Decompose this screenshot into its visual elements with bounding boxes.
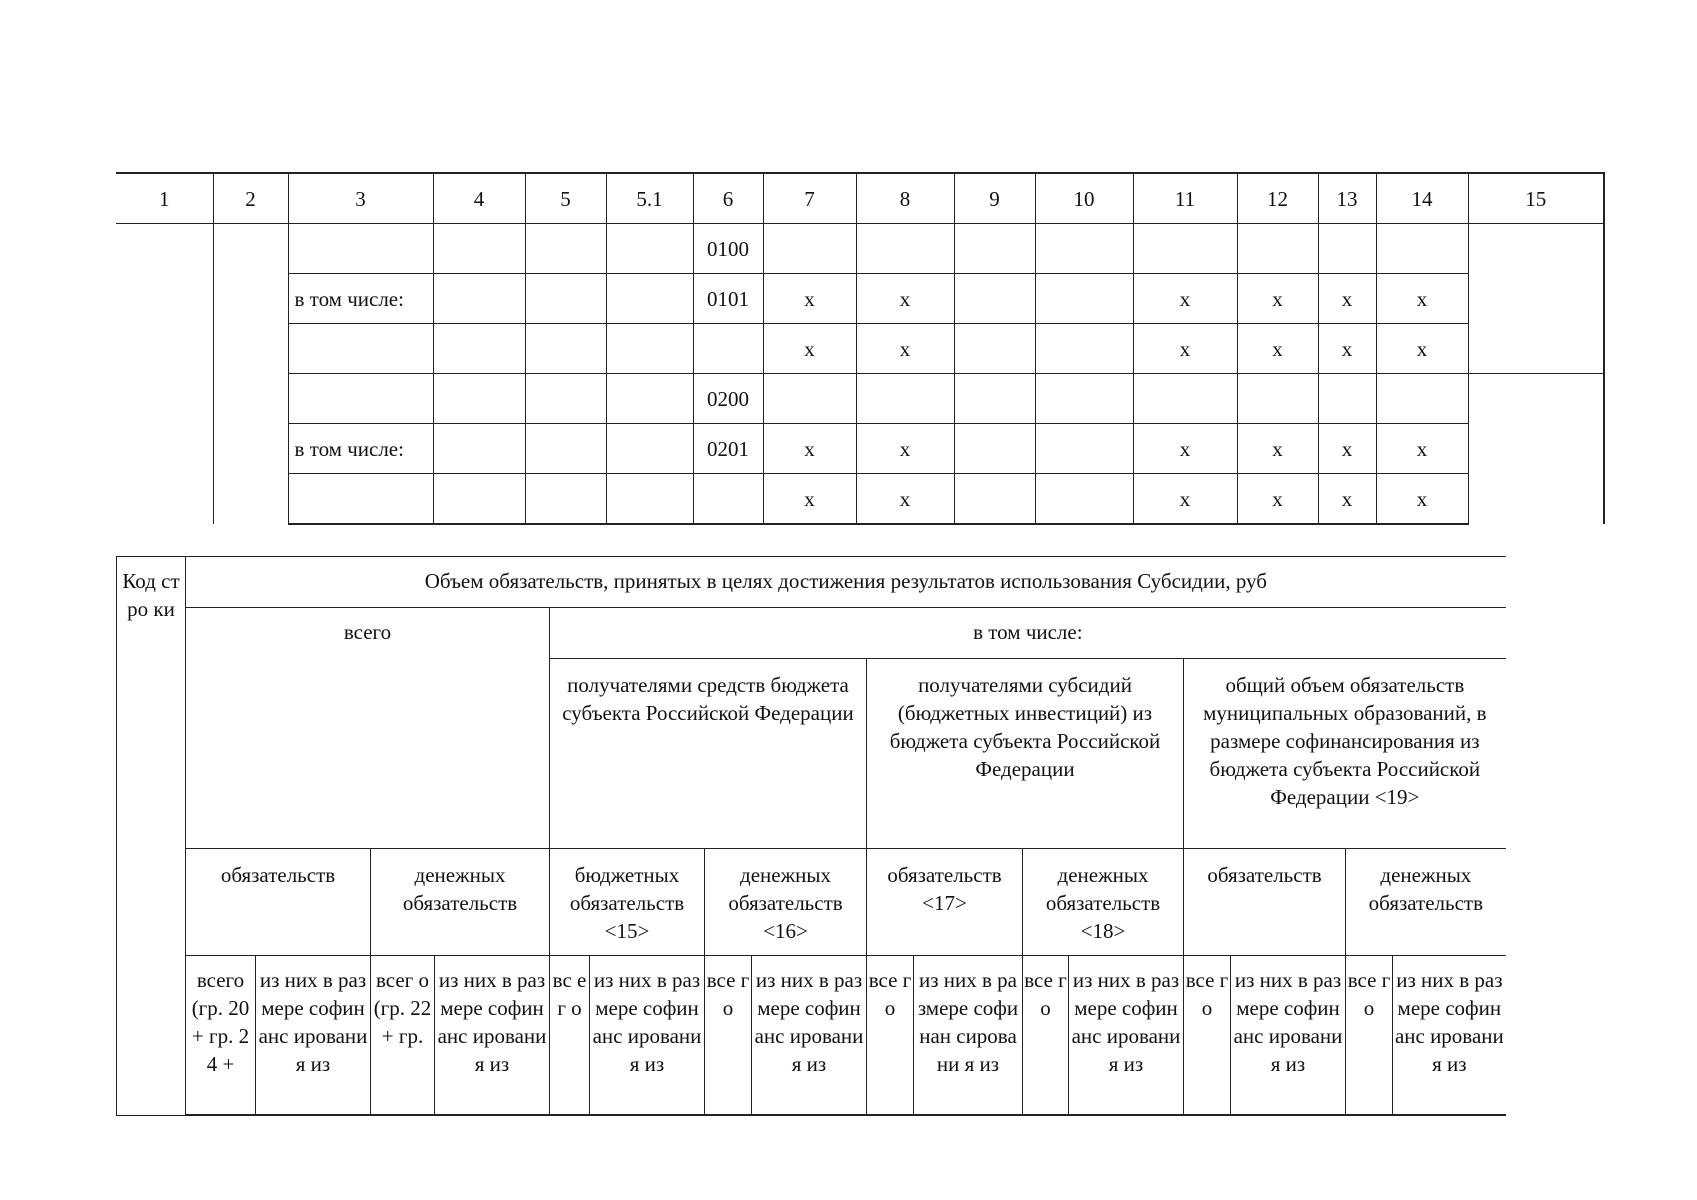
table-cell [954,374,1035,424]
table-cell [433,474,525,525]
table-2-title: Объем обязательств, принятых в целях достижения результатов использования Субсидии, руб [186,557,1506,608]
table-cell [288,324,433,374]
table-cell [856,374,954,424]
table-cell [856,224,954,274]
table-cell: x [763,424,856,474]
table-row [116,224,1604,274]
col-header: 15 [1468,173,1604,224]
table-cell: x [1133,324,1237,374]
sub-header: обязательств [186,849,371,956]
leaf-header: из них в размере софинанс ирования из [1393,956,1506,1116]
table-cell [1035,324,1133,374]
leaf-header: все го [867,956,914,1116]
table-cell [606,474,693,525]
col-header: 5.1 [606,173,693,224]
table-cell [433,424,525,474]
table-cell: x [1318,424,1376,474]
table-cell [525,474,606,525]
leaf-header: из них в размере софинан сировани я из [914,956,1023,1116]
table-cell: в том числе: [288,274,433,324]
table-cell: x [1133,274,1237,324]
table-cell: x [856,274,954,324]
table-cell: x [763,324,856,374]
table-cell [1468,224,1604,374]
line-code: 0200 [693,374,763,424]
table-cell [1376,374,1468,424]
table-cell [525,324,606,374]
col-header: 12 [1237,173,1318,224]
table-row [116,424,1604,474]
table-2-row-2 [117,608,1506,659]
table-row [116,274,1604,324]
table-2-row-1 [117,557,1506,608]
table-cell [1237,374,1318,424]
table-cell [954,224,1035,274]
table-cell [288,224,433,274]
leaf-header: из них в размере софинанс ирования из [256,956,371,1116]
table-cell [1468,374,1604,525]
table-cell [763,224,856,274]
table-cell: x [1376,424,1468,474]
table-cell [954,324,1035,374]
table-cell [606,424,693,474]
table-cell [606,374,693,424]
col-header: 14 [1376,173,1468,224]
col-header: 6 [693,173,763,224]
table-cell [1035,274,1133,324]
table-cell: x [1237,274,1318,324]
table-cell [1318,374,1376,424]
table-cell [1035,224,1133,274]
line-code: 0201 [693,424,763,474]
table-2 [116,556,1506,1116]
table-cell: x [1237,424,1318,474]
sub-header: бюджетных обязательств <15> [550,849,705,956]
table-cell: x [856,324,954,374]
line-code-header: Код стро ки [117,557,186,1116]
table-row [116,374,1604,424]
table-cell [763,374,856,424]
table-1 [116,172,1605,525]
table-cell [606,324,693,374]
group-header-budget-recipients: получателями средств бюджета субъекта Российской Федерации [550,659,867,849]
table-cell: x [1133,424,1237,474]
table-cell [1035,374,1133,424]
table-cell [1318,224,1376,274]
leaf-header: из них в размере софинанс ирования из [1231,956,1346,1116]
table-cell: x [1318,474,1376,525]
leaf-header: всего (гр. 20 + гр. 24 + [186,956,256,1116]
group-header-municipal: общий объем обязательств муниципальных образований, в размере софинансирования из бюджета субъекта Российской Федерации <19> [1184,659,1506,849]
table-cell: x [1133,474,1237,525]
table-cell: x [1376,324,1468,374]
table-cell [433,274,525,324]
table-cell: x [1318,274,1376,324]
table-cell [954,424,1035,474]
leaf-header: все го [1023,956,1069,1116]
leaf-header: все го [1346,956,1393,1116]
table-cell [433,324,525,374]
table-2-row-5 [117,956,1506,1116]
sub-header: денежных обязательств <16> [705,849,867,956]
table-cell [525,224,606,274]
table-cell: x [856,474,954,525]
col-header: 13 [1318,173,1376,224]
sub-header: обязательств <17> [867,849,1023,956]
col-header: 2 [213,173,288,224]
table-cell: x [1376,474,1468,525]
table-cell [606,274,693,324]
col-header: 10 [1035,173,1133,224]
table-row [116,324,1604,374]
col-header: 8 [856,173,954,224]
group-header-subsidy-recipients: получателями субсидий (бюджетных инвестиций) из бюджета субъекта Российской Федерации [867,659,1184,849]
line-code [693,324,763,374]
table-cell: x [763,274,856,324]
table-1-header-row [116,173,1604,224]
table-cell [954,474,1035,525]
leaf-header: из них в размере софинанс ирования из [435,956,550,1116]
table-cell [606,224,693,274]
table-cell [433,374,525,424]
table-cell [1035,424,1133,474]
leaf-header: все го [705,956,752,1116]
leaf-header: из них в размере софинанс ирования из [590,956,705,1116]
table-cell [116,224,213,525]
table-cell: x [1237,474,1318,525]
col-header: 1 [116,173,213,224]
col-header: 5 [525,173,606,224]
total-header: всего [186,608,550,849]
table-cell [525,424,606,474]
leaf-header: вс ег о [550,956,590,1116]
col-header: 7 [763,173,856,224]
table-cell [1133,374,1237,424]
table-cell [1376,224,1468,274]
sub-header: денежных обязательств [1346,849,1506,956]
leaf-header: все го [1184,956,1231,1116]
table-cell [954,274,1035,324]
table-cell [525,274,606,324]
table-row [116,474,1604,525]
col-header: 3 [288,173,433,224]
table-cell [525,374,606,424]
table-cell [213,224,288,525]
table-cell [1237,224,1318,274]
table-cell [433,224,525,274]
table-cell [288,474,433,525]
sub-header: обязательств [1184,849,1346,956]
table-cell: x [1318,324,1376,374]
table-cell: x [1237,324,1318,374]
col-header: 11 [1133,173,1237,224]
col-header: 4 [433,173,525,224]
including-header: в том числе: [550,608,1506,659]
table-cell [1035,474,1133,525]
line-code [693,474,763,525]
col-header: 9 [954,173,1035,224]
table-cell: x [763,474,856,525]
table-cell: x [1376,274,1468,324]
line-code: 0101 [693,274,763,324]
table-cell [1133,224,1237,274]
leaf-header: из них в размере софинанс ирования из [1069,956,1184,1116]
leaf-header: из них в размере софинанс ирования из [752,956,867,1116]
table-2-row-4 [117,849,1506,956]
leaf-header: всег о (гр. 22 + гр. [371,956,435,1116]
table-cell: в том числе: [288,424,433,474]
sub-header: денежных обязательств [371,849,550,956]
table-cell [288,374,433,424]
table-cell: x [856,424,954,474]
sub-header: денежных обязательств <18> [1023,849,1184,956]
line-code: 0100 [693,224,763,274]
